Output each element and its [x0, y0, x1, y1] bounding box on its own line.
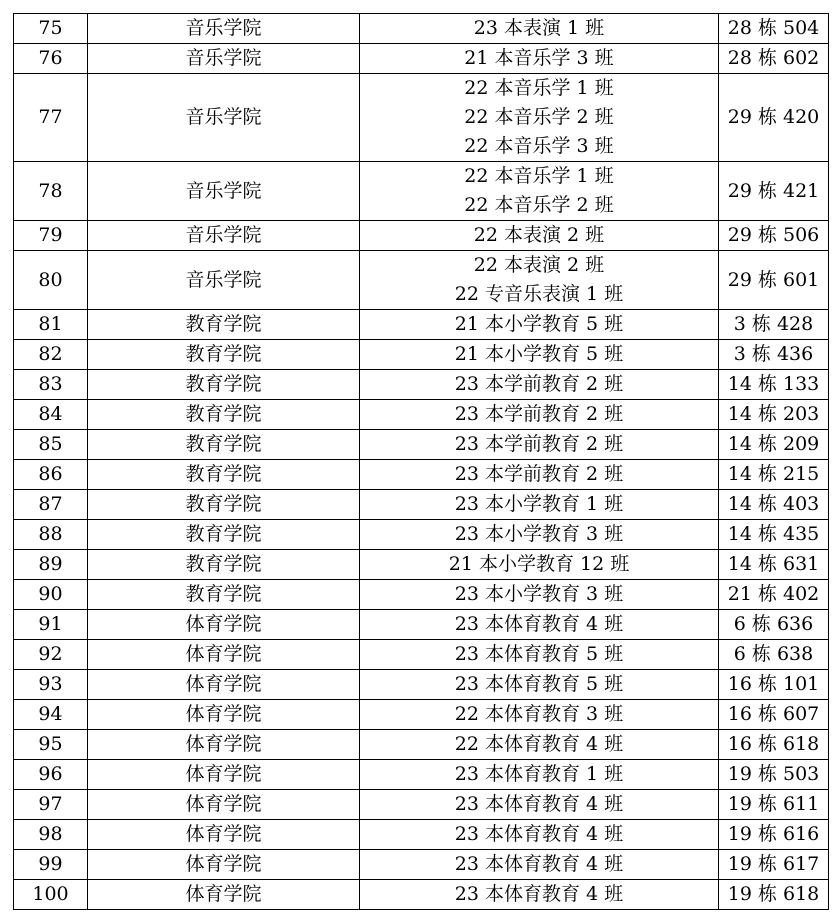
class-name: 23 本体育教育 5 班	[454, 673, 624, 695]
class-name: 22 本表演 2 班	[473, 254, 605, 276]
row-number-cell: 98	[14, 820, 88, 850]
dorm-room-cell: 16 栋 607	[719, 700, 829, 730]
table-row	[14, 700, 829, 730]
class-cell	[360, 880, 719, 910]
college-cell: 体育学院	[88, 610, 360, 640]
class-name: 22 本体育教育 3 班	[454, 703, 624, 725]
class-name: 23 本体育教育 1 班	[454, 763, 624, 785]
row-number-cell: 86	[14, 460, 88, 490]
row-number-cell: 81	[14, 310, 88, 340]
table-row	[14, 251, 829, 310]
college-cell: 教育学院	[88, 340, 360, 370]
class-cell	[360, 400, 719, 430]
class-cell	[360, 460, 719, 490]
dorm-room-cell: 14 栋 215	[719, 460, 829, 490]
dorm-room-cell: 16 栋 618	[719, 730, 829, 760]
class-name: 21 本小学教育 5 班	[454, 343, 624, 365]
table-row	[14, 760, 829, 790]
class-name: 23 本小学教育 1 班	[454, 493, 624, 515]
dorm-room-cell: 28 栋 602	[719, 44, 829, 74]
dorm-room-cell: 14 栋 133	[719, 370, 829, 400]
college-cell: 教育学院	[88, 430, 360, 460]
table-row	[14, 610, 829, 640]
class-cell	[360, 580, 719, 610]
class-name: 22 本体育教育 4 班	[454, 733, 624, 755]
row-number-cell: 94	[14, 700, 88, 730]
college-cell: 教育学院	[88, 370, 360, 400]
class-name: 23 本学前教育 2 班	[454, 403, 624, 425]
table-row	[14, 221, 829, 251]
college-cell: 音乐学院	[88, 44, 360, 74]
class-name: 22 本音乐学 1 班	[464, 77, 614, 99]
row-number-cell: 89	[14, 550, 88, 580]
college-cell: 音乐学院	[88, 14, 360, 44]
class-name: 22 本音乐学 1 班	[464, 165, 614, 187]
college-cell: 体育学院	[88, 820, 360, 850]
college-cell: 教育学院	[88, 460, 360, 490]
dorm-room-cell: 6 栋 636	[719, 610, 829, 640]
dorm-room-cell: 19 栋 617	[719, 850, 829, 880]
dorm-room-cell: 29 栋 420	[719, 74, 829, 162]
row-number-cell: 88	[14, 520, 88, 550]
table-row	[14, 44, 829, 74]
table-row	[14, 400, 829, 430]
class-name: 21 本音乐学 3 班	[464, 47, 614, 69]
college-cell: 音乐学院	[88, 221, 360, 251]
class-cell	[360, 610, 719, 640]
table-row	[14, 640, 829, 670]
dorm-room-cell: 14 栋 209	[719, 430, 829, 460]
dormitory-roster-table	[13, 13, 829, 910]
dorm-room-cell: 29 栋 601	[719, 251, 829, 310]
class-name: 23 本表演 1 班	[473, 17, 605, 39]
college-cell: 体育学院	[88, 880, 360, 910]
college-cell: 体育学院	[88, 730, 360, 760]
class-name: 21 本小学教育 5 班	[454, 313, 624, 335]
table-row	[14, 74, 829, 162]
class-name: 22 专音乐表演 1 班	[454, 283, 624, 305]
row-number-cell: 99	[14, 850, 88, 880]
class-name: 23 本体育教育 4 班	[454, 613, 624, 635]
dorm-room-cell: 14 栋 631	[719, 550, 829, 580]
college-cell: 体育学院	[88, 670, 360, 700]
class-name: 23 本小学教育 3 班	[454, 583, 624, 605]
dorm-room-cell: 3 栋 428	[719, 310, 829, 340]
dorm-room-cell: 19 栋 503	[719, 760, 829, 790]
table-row	[14, 790, 829, 820]
class-cell	[360, 550, 719, 580]
dorm-room-cell: 19 栋 618	[719, 880, 829, 910]
class-name: 23 本小学教育 3 班	[454, 523, 624, 545]
class-name: 22 本音乐学 2 班	[464, 106, 614, 128]
row-number-cell: 76	[14, 44, 88, 74]
row-number-cell: 84	[14, 400, 88, 430]
roster-body	[14, 14, 829, 910]
class-name: 22 本音乐学 2 班	[464, 194, 614, 216]
row-number-cell: 97	[14, 790, 88, 820]
college-cell: 体育学院	[88, 640, 360, 670]
class-cell	[360, 760, 719, 790]
college-cell: 教育学院	[88, 490, 360, 520]
table-row	[14, 14, 829, 44]
class-cell	[360, 520, 719, 550]
class-cell	[360, 730, 719, 760]
table-row	[14, 340, 829, 370]
class-name: 23 本体育教育 5 班	[454, 643, 624, 665]
table-row	[14, 580, 829, 610]
dorm-room-cell: 28 栋 504	[719, 14, 829, 44]
row-number-cell: 83	[14, 370, 88, 400]
class-cell	[360, 820, 719, 850]
class-cell	[360, 162, 719, 221]
row-number-cell: 93	[14, 670, 88, 700]
row-number-cell: 87	[14, 490, 88, 520]
row-number-cell: 80	[14, 251, 88, 310]
college-cell: 体育学院	[88, 790, 360, 820]
dorm-room-cell: 19 栋 611	[719, 790, 829, 820]
class-cell	[360, 700, 719, 730]
class-cell	[360, 74, 719, 162]
row-number-cell: 82	[14, 340, 88, 370]
college-cell: 体育学院	[88, 760, 360, 790]
table-row	[14, 880, 829, 910]
row-number-cell: 96	[14, 760, 88, 790]
class-name: 23 本体育教育 4 班	[454, 883, 624, 905]
table-row	[14, 550, 829, 580]
row-number-cell: 91	[14, 610, 88, 640]
class-cell	[360, 370, 719, 400]
table-row	[14, 162, 829, 221]
row-number-cell: 77	[14, 74, 88, 162]
table-row	[14, 520, 829, 550]
dorm-room-cell: 29 栋 421	[719, 162, 829, 221]
table-row	[14, 430, 829, 460]
college-cell: 教育学院	[88, 550, 360, 580]
table-row	[14, 310, 829, 340]
dorm-room-cell: 19 栋 616	[719, 820, 829, 850]
table-row	[14, 670, 829, 700]
class-cell	[360, 251, 719, 310]
class-name: 23 本学前教育 2 班	[454, 373, 624, 395]
class-name: 23 本学前教育 2 班	[454, 463, 624, 485]
class-cell	[360, 44, 719, 74]
table-row	[14, 460, 829, 490]
class-cell	[360, 310, 719, 340]
college-cell: 体育学院	[88, 850, 360, 880]
college-cell: 音乐学院	[88, 74, 360, 162]
dorm-room-cell: 6 栋 638	[719, 640, 829, 670]
row-number-cell: 79	[14, 221, 88, 251]
class-cell	[360, 640, 719, 670]
dorm-room-cell: 3 栋 436	[719, 340, 829, 370]
college-cell: 教育学院	[88, 400, 360, 430]
row-number-cell: 95	[14, 730, 88, 760]
class-cell	[360, 790, 719, 820]
class-cell	[360, 670, 719, 700]
class-cell	[360, 850, 719, 880]
class-name: 23 本学前教育 2 班	[454, 433, 624, 455]
table-row	[14, 850, 829, 880]
dorm-room-cell: 16 栋 101	[719, 670, 829, 700]
class-cell	[360, 490, 719, 520]
row-number-cell: 100	[14, 880, 88, 910]
table-row	[14, 820, 829, 850]
table-row	[14, 730, 829, 760]
college-cell: 音乐学院	[88, 162, 360, 221]
class-cell	[360, 221, 719, 251]
class-name: 23 本体育教育 4 班	[454, 793, 624, 815]
college-cell: 教育学院	[88, 310, 360, 340]
college-cell: 教育学院	[88, 520, 360, 550]
dorm-room-cell: 14 栋 203	[719, 400, 829, 430]
class-name: 23 本体育教育 4 班	[454, 853, 624, 875]
row-number-cell: 85	[14, 430, 88, 460]
class-name: 21 本小学教育 12 班	[448, 553, 630, 575]
table-row	[14, 490, 829, 520]
class-name: 22 本表演 2 班	[473, 224, 605, 246]
dorm-room-cell: 14 栋 403	[719, 490, 829, 520]
dorm-room-cell: 21 栋 402	[719, 580, 829, 610]
row-number-cell: 75	[14, 14, 88, 44]
row-number-cell: 90	[14, 580, 88, 610]
table-row	[14, 370, 829, 400]
college-cell: 教育学院	[88, 580, 360, 610]
class-cell	[360, 14, 719, 44]
class-cell	[360, 340, 719, 370]
class-cell	[360, 430, 719, 460]
class-name: 23 本体育教育 4 班	[454, 823, 624, 845]
row-number-cell: 78	[14, 162, 88, 221]
college-cell: 音乐学院	[88, 251, 360, 310]
class-name: 22 本音乐学 3 班	[464, 135, 614, 157]
dorm-room-cell: 29 栋 506	[719, 221, 829, 251]
college-cell: 体育学院	[88, 700, 360, 730]
row-number-cell: 92	[14, 640, 88, 670]
dorm-room-cell: 14 栋 435	[719, 520, 829, 550]
